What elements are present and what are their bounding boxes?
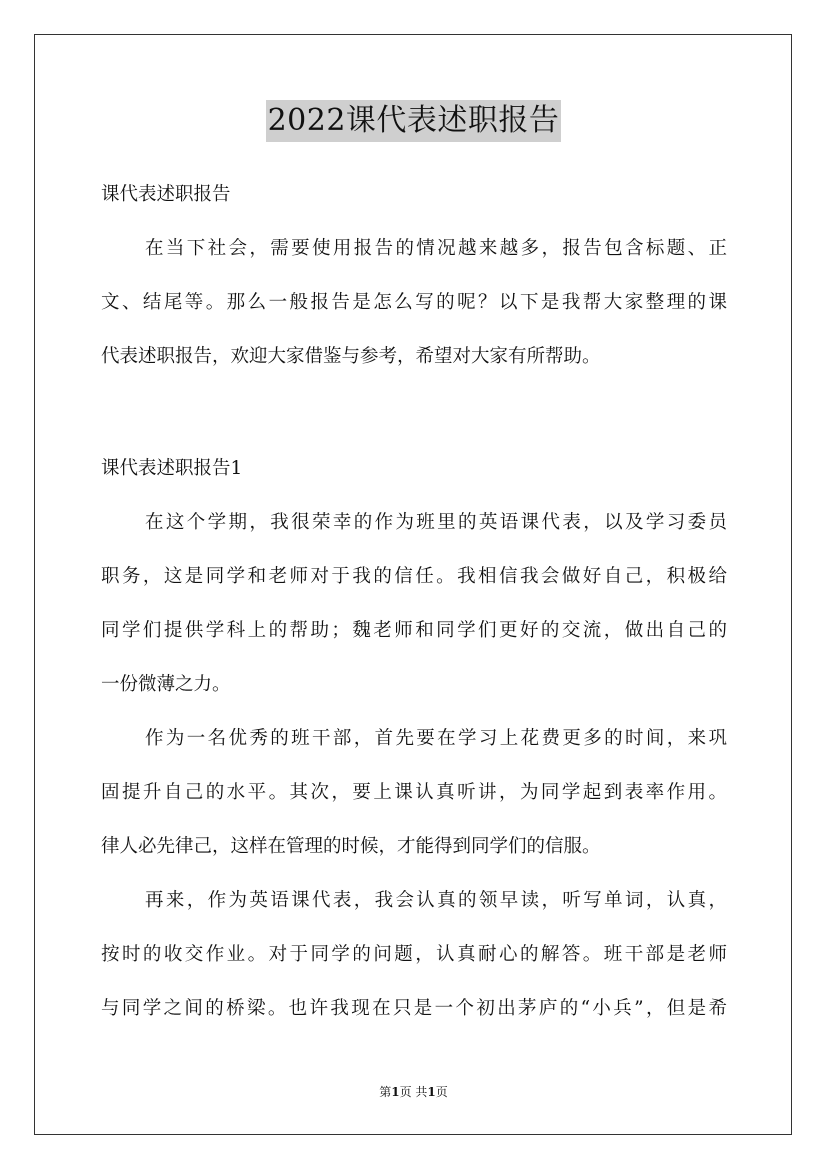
footer-page-total: 1: [427, 1085, 436, 1099]
paragraph-3-line: 按时的收交作业。对于同学的问题，认真耐心的解答。班干部是老师: [101, 944, 727, 965]
paragraph-2-line: 作为一名优秀的班干部，首先要在学习上花费更多的时间，来巩: [145, 728, 727, 749]
paragraph-1-line: 同学们提供学科上的帮助；魏老师和同学们更好的交流，做出自己的: [101, 620, 727, 641]
footer-page-prefix: 第: [379, 1085, 392, 1099]
page-footer: [0, 1084, 827, 1100]
footer-page-current: 1: [391, 1085, 400, 1099]
paragraph-1-line: 在这个学期，我很荣幸的作为班里的英语课代表，以及学习委员: [145, 512, 727, 533]
paragraph-2-line: 固提升自己的水平。其次，要上课认真听讲，为同学起到表率作用。: [101, 782, 727, 803]
document-subtitle: 课代表述职报告: [101, 184, 231, 205]
paragraph-1-line: 一份微薄之力。: [101, 674, 231, 695]
paragraph-1-line: 职务，这是同学和老师对于我的信任。我相信我会做好自己，积极给: [101, 566, 727, 587]
intro-line: 代表述职报告，欢迎大家借鉴与参考，希望对大家有所帮助。: [101, 346, 601, 367]
section-heading: 课代表述职报告1: [101, 458, 243, 479]
paragraph-3-line: 再来，作为英语课代表，我会认真的领早读，听写单词，认真，: [145, 890, 727, 911]
document-body: [101, 168, 727, 1036]
section-spacer: [101, 384, 727, 442]
footer-page-suffix: 页: [435, 1085, 448, 1099]
intro-line: 文、结尾等。那么一般报告是怎么写的呢？以下是我帮大家整理的课: [101, 292, 727, 313]
intro-line: 在当下社会，需要使用报告的情况越来越多，报告包含标题、正: [145, 238, 727, 259]
document-title: 2022课代表述职报告: [266, 100, 562, 142]
paragraph-2-line: 律人必先律己，这样在管理的时候，才能得到同学们的信服。: [101, 836, 601, 857]
title-container: [0, 100, 827, 142]
paragraph-3-line: 与同学之间的桥梁。也许我现在只是一个初出茅庐的“小兵”，但是希: [101, 998, 727, 1019]
footer-page-mid: 页 共: [399, 1085, 428, 1099]
